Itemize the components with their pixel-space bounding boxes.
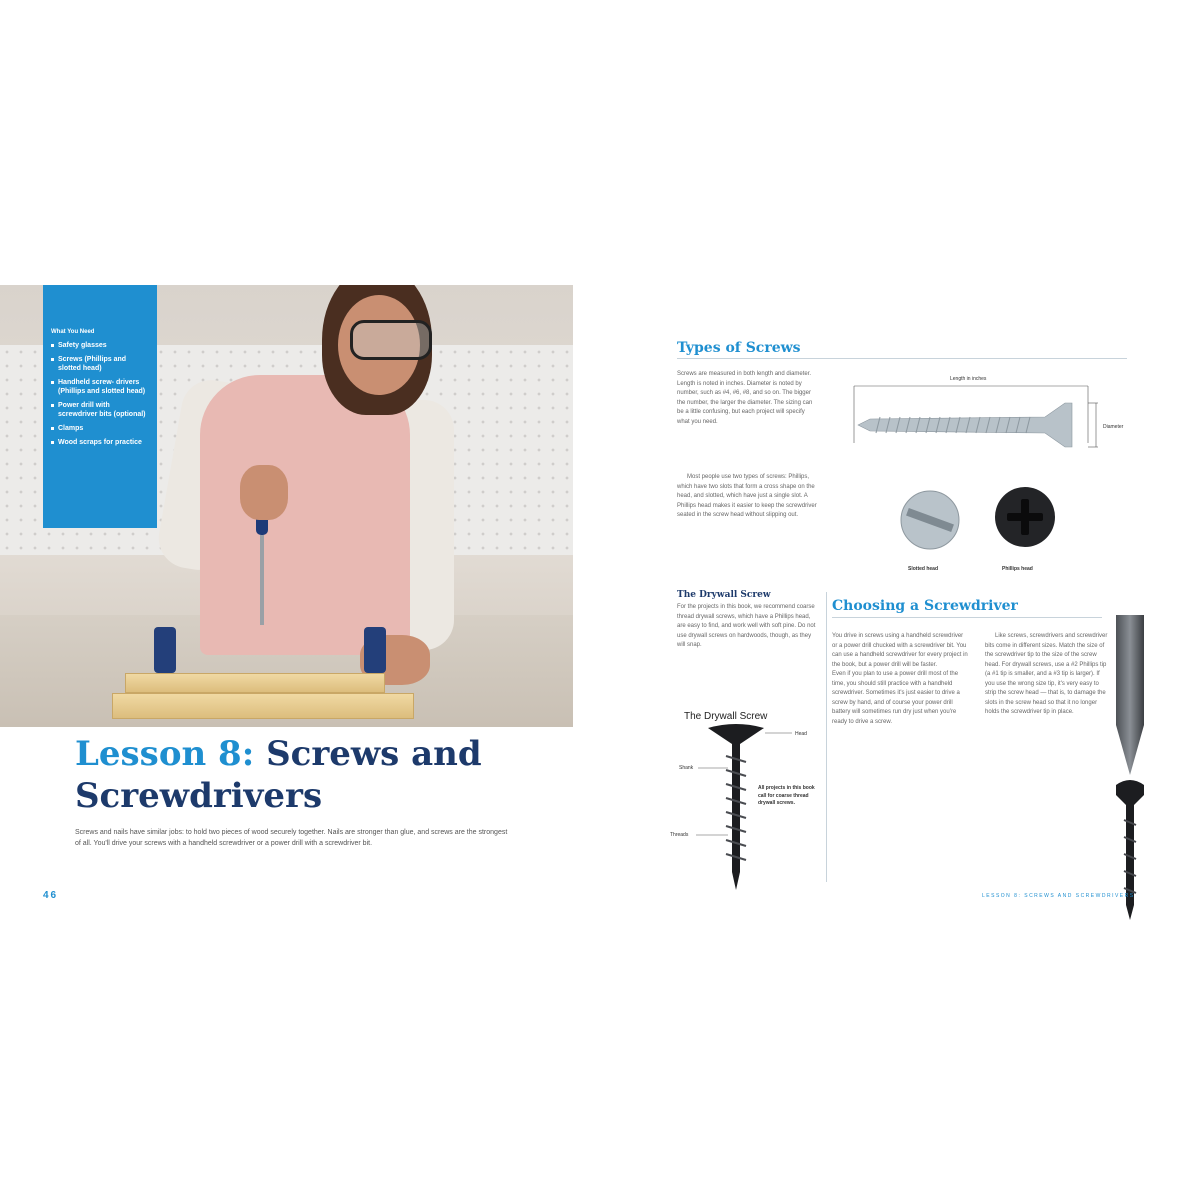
slotted-head-label: Slotted head bbox=[908, 566, 939, 572]
heading-rule bbox=[832, 617, 1102, 618]
wood-board-top bbox=[125, 673, 385, 693]
choosing-paragraph-1: You drive in screws using a handheld screwdriver or a power drill chucked with a screwdriver bit. You can use a handheld screwdriver for every project in the book, but a power drill will be faster. Even if you plan to use a power drill most of the time, you should still practice with a handheld screwdriver. Sometimes it's just easier to drive a screw by hand, and of course your power drill battery will sometimes run dry just when you're ready to drive a screw. bbox=[832, 633, 968, 725]
column-divider bbox=[826, 592, 827, 882]
screwdriver-shaft bbox=[260, 535, 264, 625]
lesson-title bbox=[75, 733, 545, 817]
shank-label: Shank bbox=[679, 765, 694, 771]
wood-board-bottom bbox=[112, 693, 414, 719]
choosing-screwdriver-heading: Choosing a Screwdriver bbox=[832, 598, 1018, 614]
what-you-need-box bbox=[43, 285, 157, 528]
phillips-bit bbox=[1116, 615, 1144, 775]
lesson-intro: Screws and nails have similar jobs: to hold two pieces of wood securely together. Nails are stronger than glue, and screws are the strongest of all. You'll drive your screws with a handheld screwdriver or a power drill with a screwdriver bit. bbox=[75, 829, 508, 847]
types-of-screws-heading: Types of Screws bbox=[677, 340, 801, 356]
screw-length-diagram bbox=[850, 383, 1140, 453]
clamp bbox=[364, 627, 386, 673]
list-item: Wood scraps for practice bbox=[51, 438, 149, 447]
clamp bbox=[154, 627, 176, 673]
phillips-head-label: Phillips head bbox=[1002, 566, 1033, 572]
lesson-name: Screws and Screwdrivers bbox=[75, 734, 482, 816]
drywall-paragraph: For the projects in this book, we recommend coarse thread drywall screws, which have a Phillips head, are easy to find, and work well with soft pine. Do not use drywall screws on hardwoods, though, as they will snap. bbox=[677, 604, 816, 648]
phillips-head-icon bbox=[994, 486, 1056, 548]
list-item: Clamps bbox=[51, 424, 149, 433]
what-you-need-title: What You Need bbox=[51, 329, 95, 335]
threads-label: Threads bbox=[670, 832, 689, 838]
types-paragraph-1: Screws are measured in both length and diameter. Length is noted in inches. Diameter is noted by number, such as #4, #6, #8, and so on. The bigger the number, the larger the diameter. The sizing can be a little confusing, but each project will specify what you need. bbox=[677, 371, 813, 425]
safety-goggles bbox=[350, 320, 432, 360]
list-item: Screws (Phillips and slotted head) bbox=[51, 355, 149, 373]
girl-torso bbox=[200, 375, 410, 655]
what-you-need-list bbox=[51, 341, 149, 447]
diameter-label: Diameter bbox=[1103, 424, 1124, 430]
drywall-screw-subheading: The Drywall Screw bbox=[677, 590, 771, 600]
girl-hand bbox=[240, 465, 288, 520]
list-item: Power drill with screwdriver bits (optional) bbox=[51, 401, 149, 419]
drywall-screw-figure bbox=[670, 722, 820, 897]
types-paragraph-2: Most people use two types of screws: Phillips, which have two slots that form a cross shape on the head, and slotted, which have just a single slot. A Phillips head makes it easier to keep the screwdriver seated in the screw head without slipping out. bbox=[677, 474, 817, 518]
screw-body bbox=[858, 403, 1072, 447]
list-item: Handheld screw- drivers (Phillips and slotted head) bbox=[51, 378, 149, 396]
lesson-number: Lesson 8: bbox=[75, 734, 255, 774]
drywall-figure-note: All projects in this book call for coarse thread drywall screws. bbox=[758, 785, 815, 806]
drywall-figure-title: The Drywall Screw bbox=[684, 711, 768, 722]
drywall-screw-photo bbox=[1116, 780, 1144, 920]
heading-rule bbox=[677, 358, 1127, 359]
choosing-paragraph-2: Like screws, screwdrivers and screwdriver bits come in different sizes. Match the size of the screwdriver tip to the size of the screw head. For drywall screws, use a #2 Phillips tip (a #1 tip is smaller, and a #3 tip is larger). If you use the wrong size tip, it's very easy to strip the screw head — that is, to damage the slots in the screw head so that it no longer holds the screwdriver tip in place. bbox=[985, 633, 1108, 715]
running-footer: LESSON 8: SCREWS AND SCREWDRIVERS bbox=[982, 893, 1135, 899]
head-label: Head bbox=[795, 731, 807, 737]
screwdriver-bit-photo bbox=[1112, 615, 1148, 920]
list-item: Safety glasses bbox=[51, 341, 149, 350]
page-number: 46 bbox=[43, 890, 59, 901]
slotted-head-icon bbox=[898, 488, 962, 552]
drywall-screw-body bbox=[708, 724, 764, 890]
length-label: Length in inches bbox=[950, 376, 987, 382]
